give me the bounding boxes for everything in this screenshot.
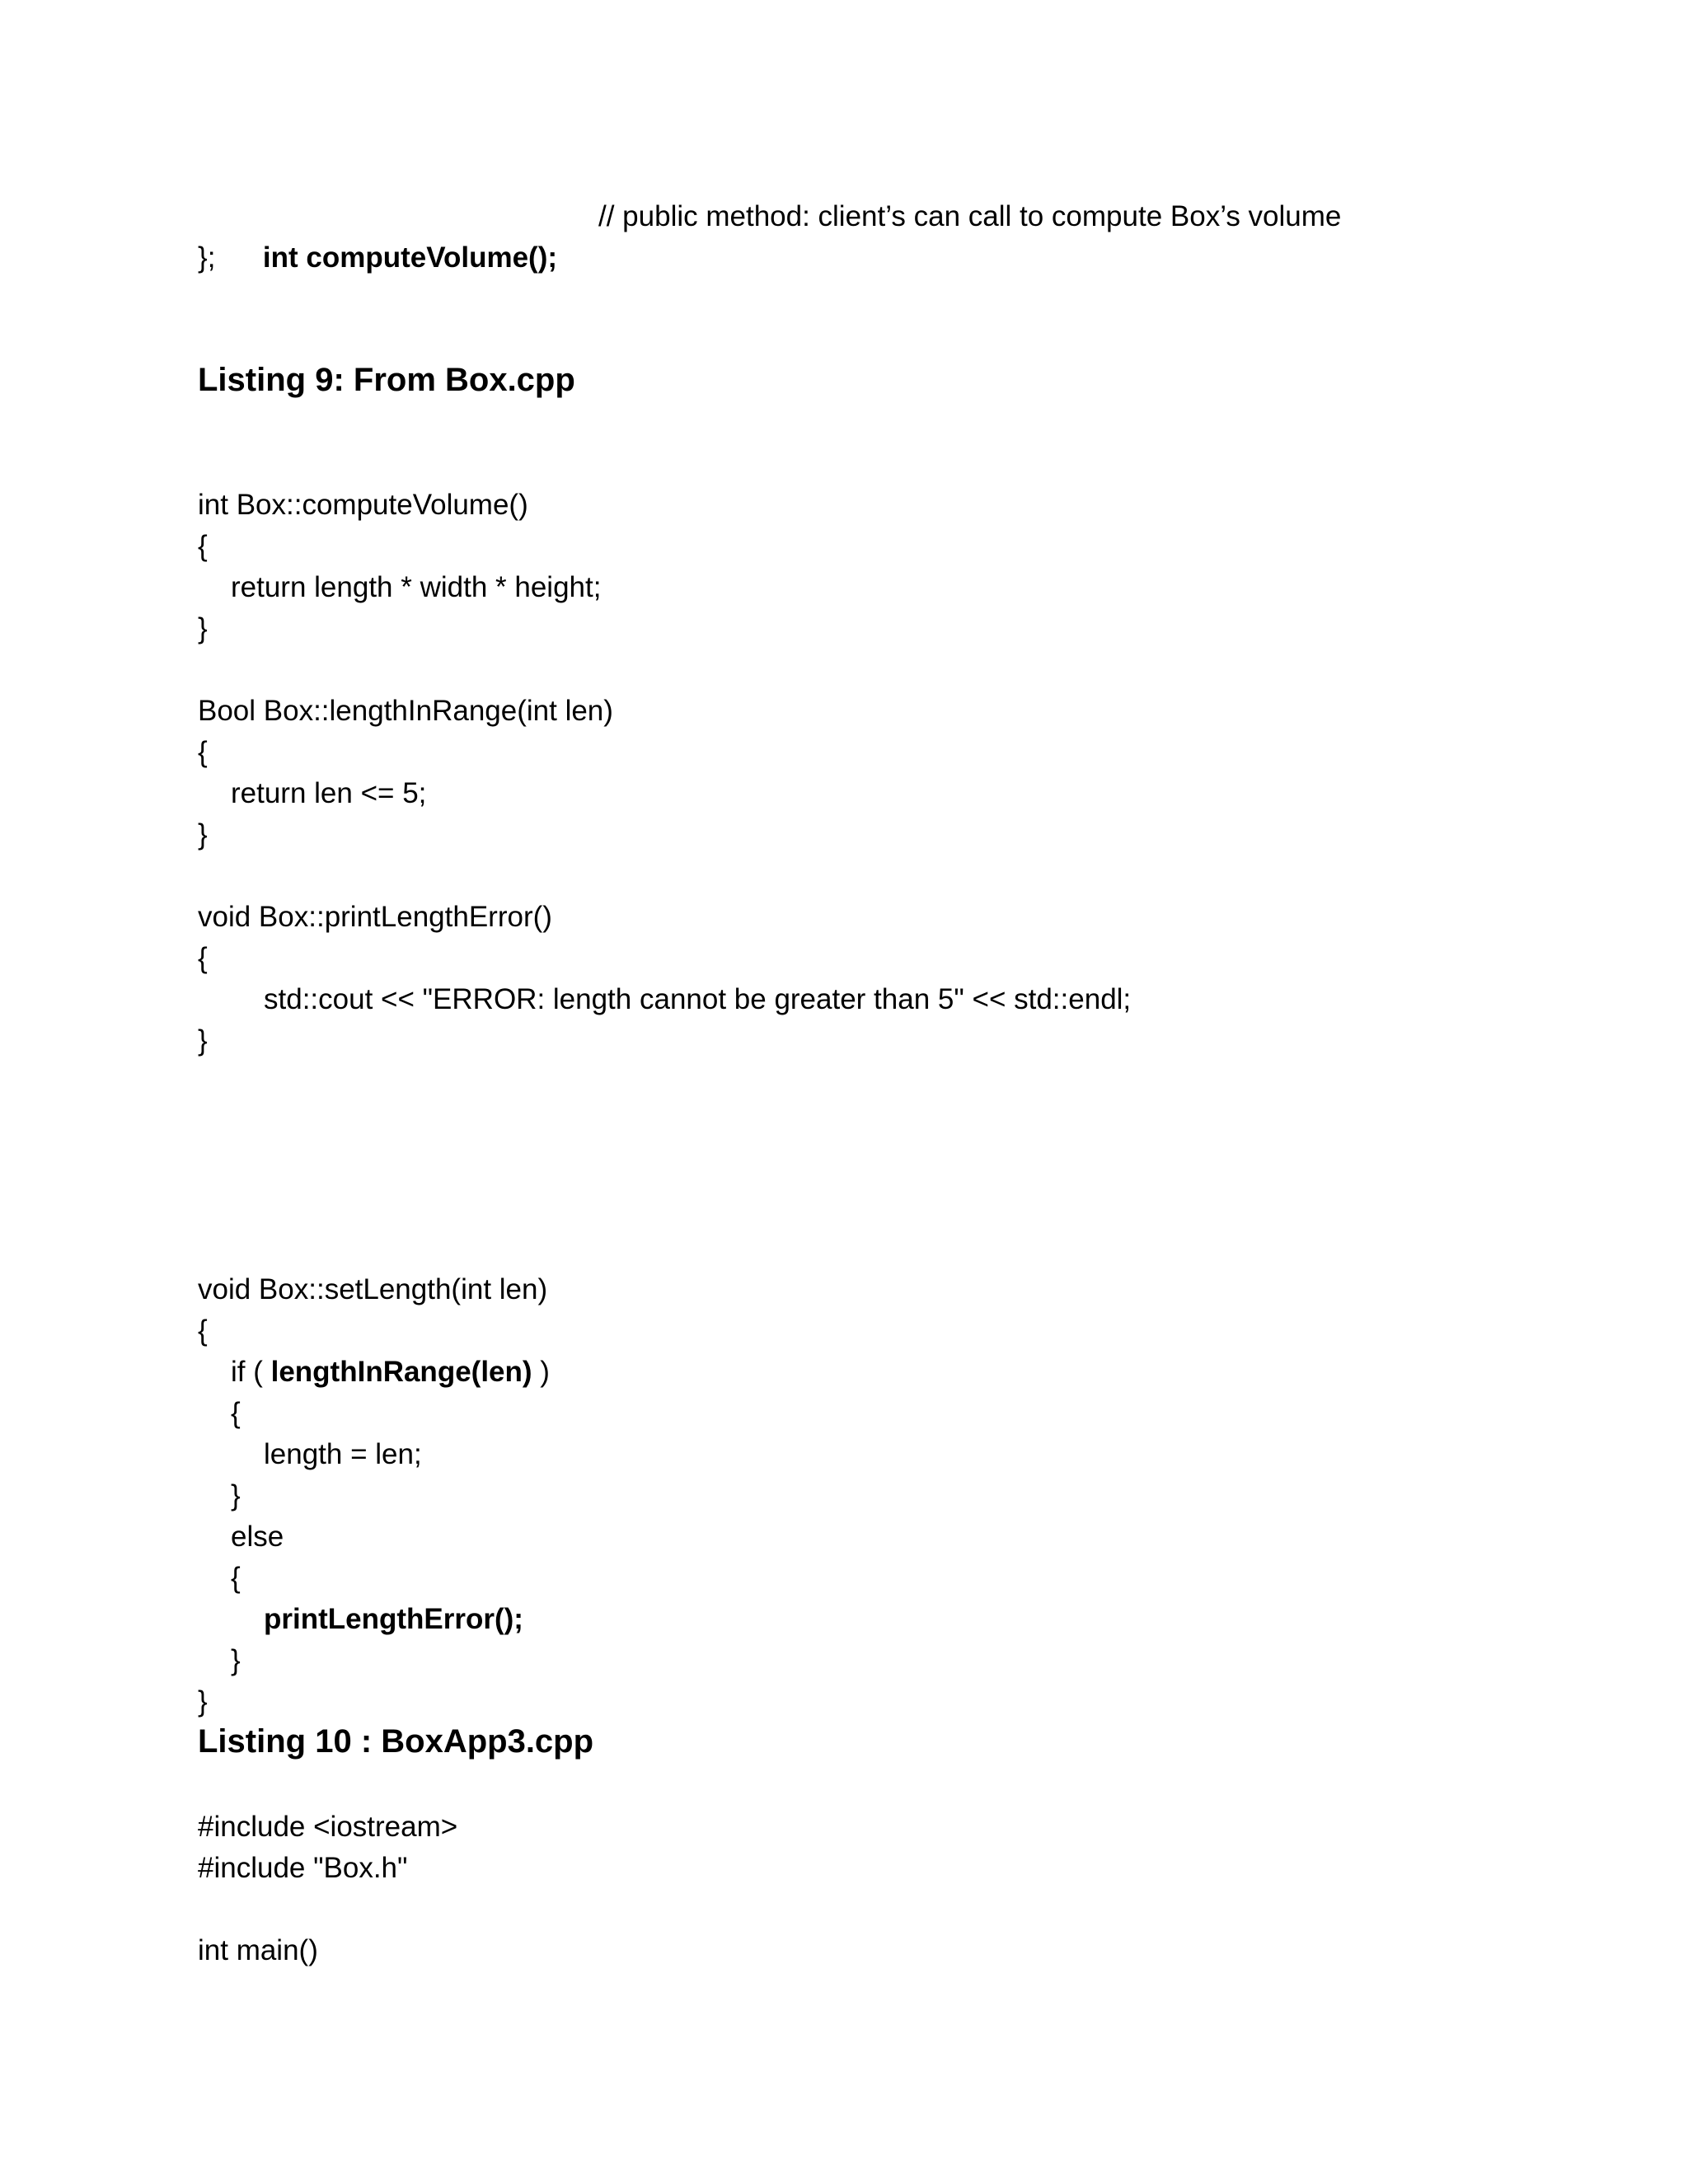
set-length-open-brace: { [198,1315,208,1347]
length-in-range-open-brace: { [198,736,208,768]
class-closing-brace: }; [198,241,216,274]
else-open-brace: { [231,1562,241,1594]
compute-volume-signature: int Box::computeVolume() [198,489,528,521]
else-close-brace: } [231,1644,241,1676]
set-length-close-brace: } [198,1685,208,1718]
compute-volume-close-brace: } [198,612,208,644]
if-open-brace: { [231,1397,241,1429]
compute-volume-declaration: int computeVolume(); [262,241,558,274]
set-length-if-statement [231,1352,550,1393]
include-iostream-line: #include <iostream> [198,1811,458,1843]
print-length-error-body: std::cout << "ERROR: length cannot be greater than 5" << std::endl; [264,983,1132,1015]
code-line-compute-volume-declaration [231,196,557,320]
listing-10-heading: Listing 10 : BoxApp3.cpp [198,1723,594,1760]
length-in-range-signature: Bool Box::lengthInRange(int len) [198,695,613,727]
else-keyword: else [231,1521,284,1553]
print-length-error-close-brace: } [198,1024,208,1057]
compute-volume-body: return length * width * height; [231,571,602,603]
print-length-error-signature: void Box::printLengthError() [198,901,552,933]
length-in-range-close-brace: } [198,818,208,851]
set-length-signature: void Box::setLength(int len) [198,1273,548,1305]
listing-9-heading: Listing 9: From Box.cpp [198,362,575,398]
if-close-brace: } [231,1479,241,1511]
if-prefix: if ( [231,1356,271,1388]
print-length-error-call: printLengthError(); [264,1603,523,1635]
if-suffix: ) [532,1356,550,1388]
if-condition: lengthInRange(len) [270,1356,532,1388]
length-in-range-body: return len <= 5; [231,777,427,809]
include-box-header-line: #include "Box.h" [198,1852,408,1884]
compute-volume-open-brace: { [198,530,208,562]
main-signature: int main() [198,1934,318,1966]
print-length-error-open-brace: { [198,942,208,974]
length-assignment: length = len; [264,1438,422,1470]
code-comment-compute-volume: // public method: client’s can call to compute Box’s volume [598,200,1342,232]
